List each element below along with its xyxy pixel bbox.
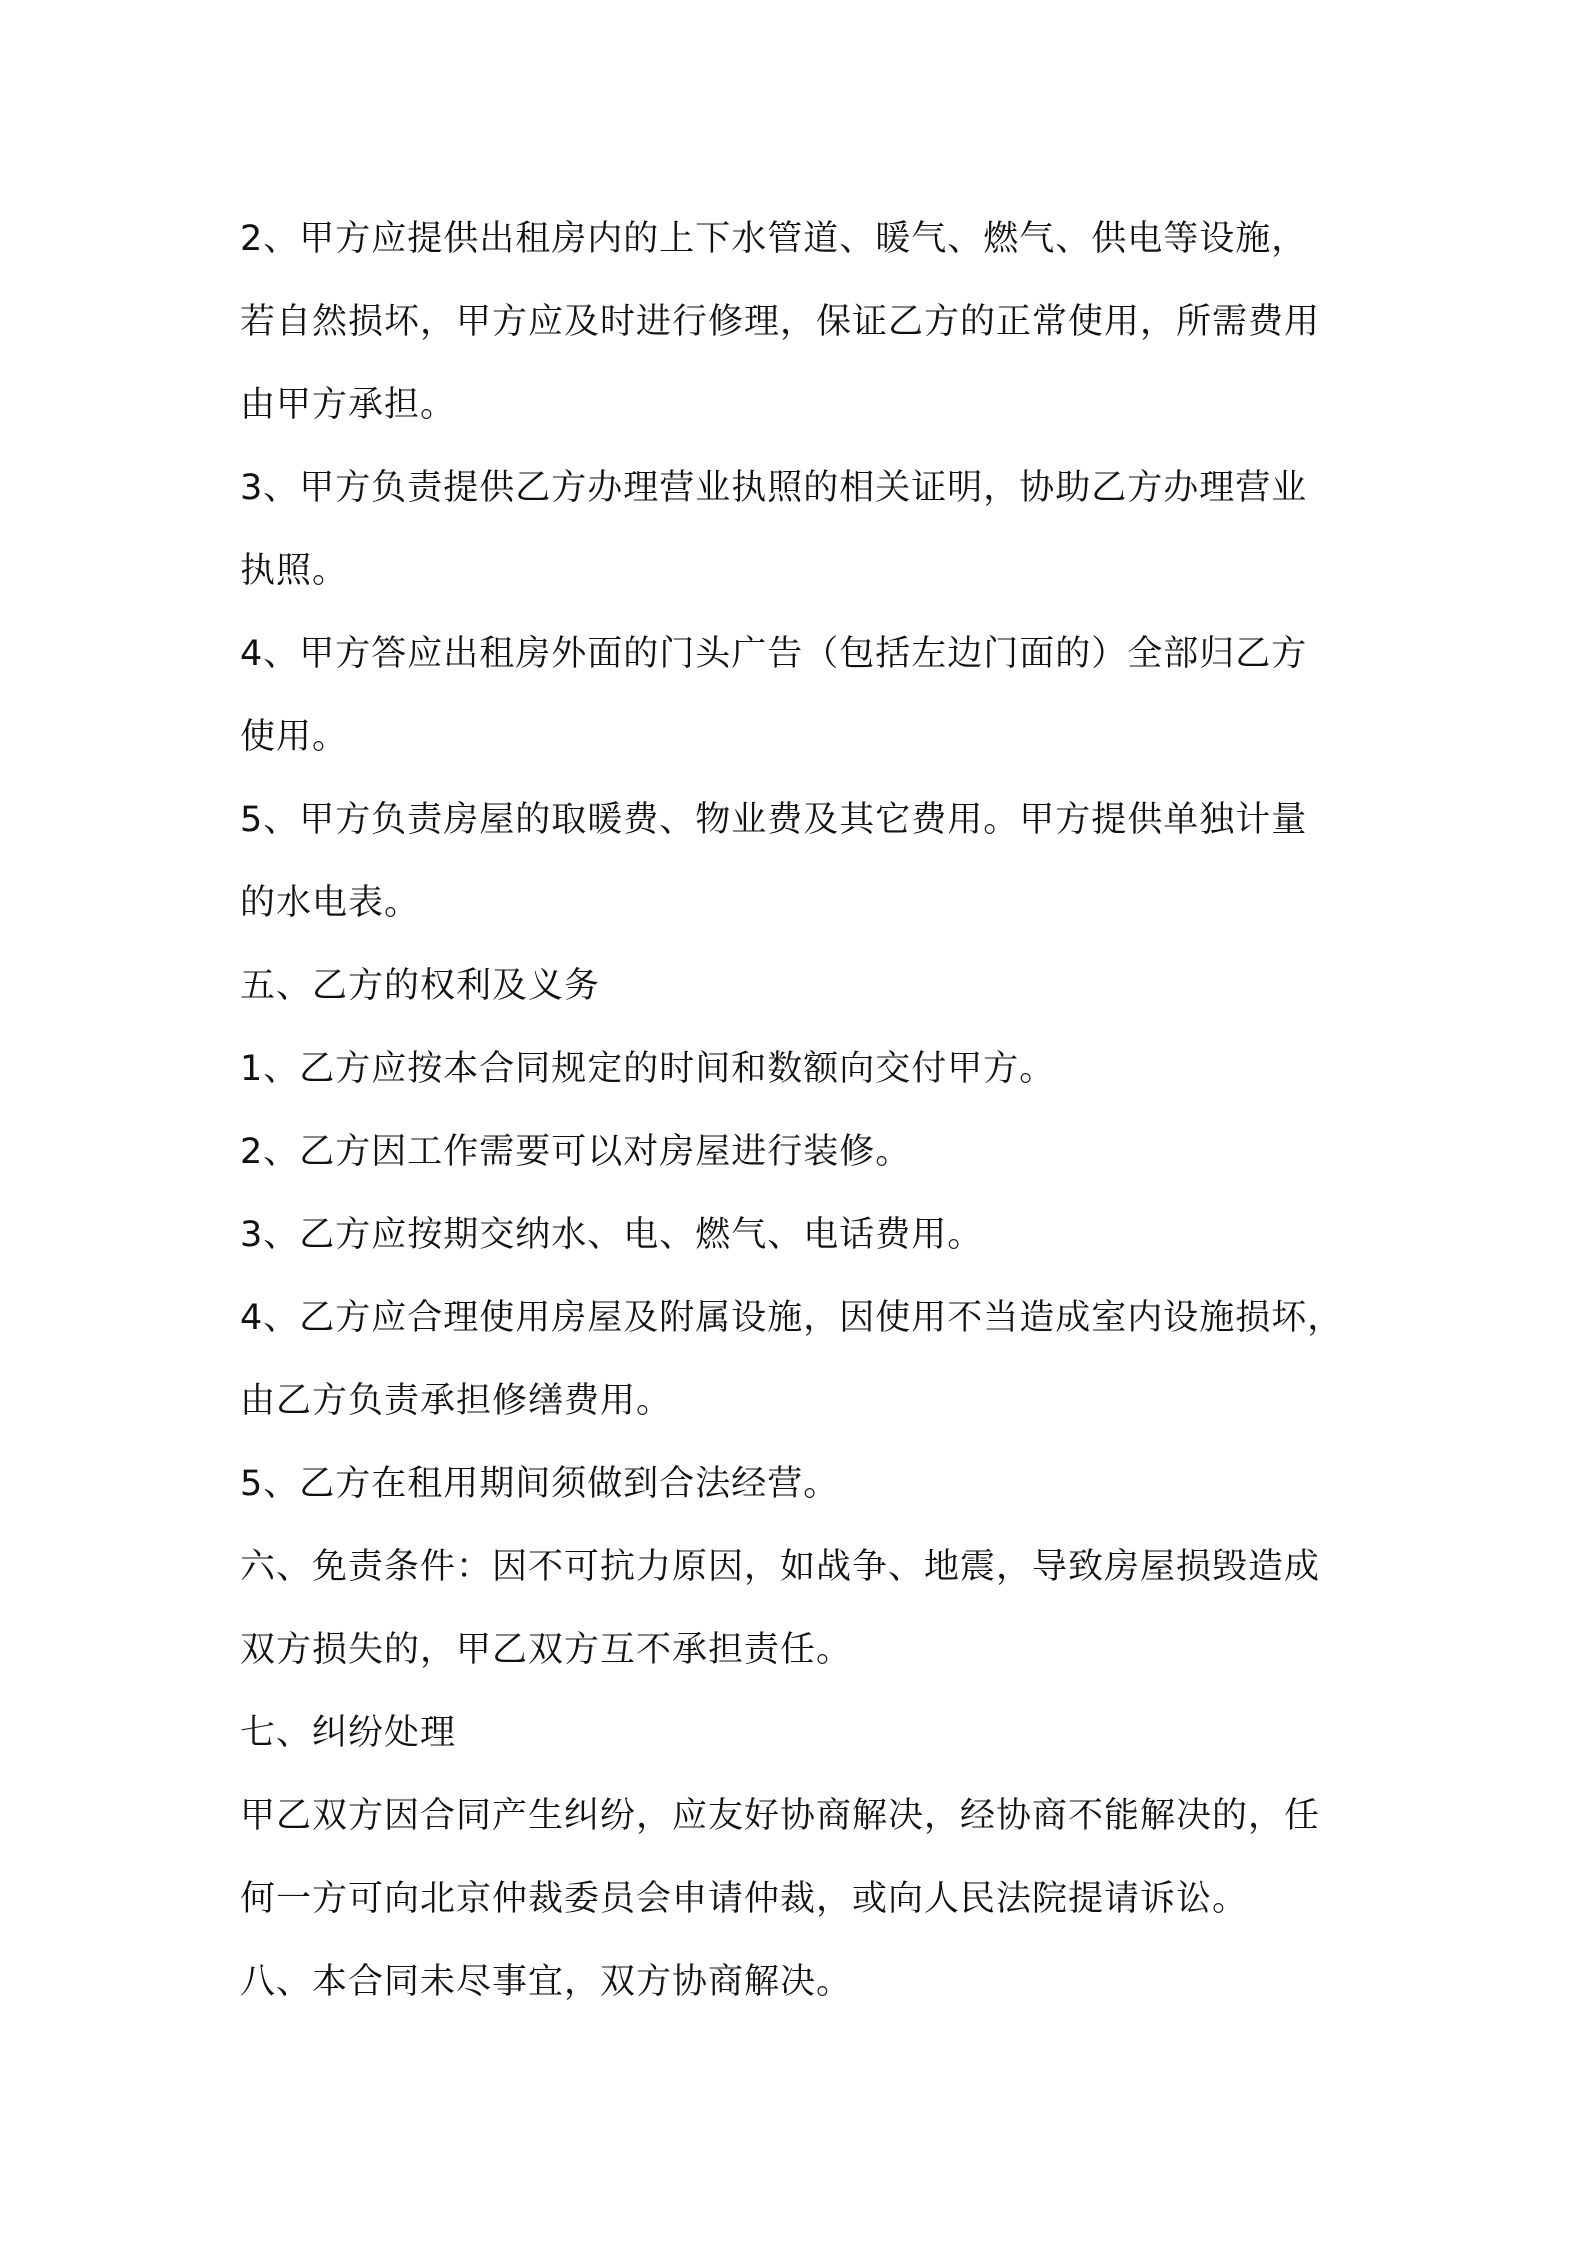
text-line: 3、甲方负责提供乙方办理营业执照的相关证明，协助乙方办理营业 <box>240 468 1308 508</box>
text-line: 1、乙方应按本合同规定的时间和数额向交付甲方。 <box>240 1049 1056 1089</box>
text-line: 的水电表。 <box>240 883 421 923</box>
section-heading: 五、乙方的权利及义务 <box>240 966 601 1006</box>
text-line: 2、乙方因工作需要可以对房屋进行装修。 <box>240 1132 912 1172</box>
text-line: 使用。 <box>240 717 349 757</box>
text-line: 3、乙方应按期交纳水、电、燃气、电话费用。 <box>240 1215 984 1255</box>
text-line: 4、甲方答应出租房外面的门头广告（包括左边门面的）全部归乙方 <box>240 634 1308 674</box>
text-line: 何一方可向北京仲裁委员会申请仲裁，或向人民法院提请诉讼。 <box>240 1879 1249 1919</box>
text-line: 双方损失的，甲乙双方互不承担责任。 <box>240 1630 853 1670</box>
text-line: 由乙方负责承担修缮费用。 <box>240 1381 673 1421</box>
text-line: 4、乙方应合理使用房屋及附属设施，因使用不当造成室内设施损坏， <box>240 1298 1344 1338</box>
document-body <box>240 198 1370 2024</box>
text-line: 5、乙方在租用期间须做到合法经营。 <box>240 1464 840 1504</box>
text-line: 由甲方承担。 <box>240 385 457 425</box>
section-heading: 八、本合同未尽事宜，双方协商解决。 <box>240 1962 853 2002</box>
text-line: 若自然损坏，甲方应及时进行修理，保证乙方的正常使用，所需费用 <box>240 302 1321 342</box>
text-line: 甲乙双方因合同产生纠纷，应友好协商解决，经协商不能解决的，任 <box>240 1796 1321 1836</box>
text-line: 执照。 <box>240 551 349 591</box>
section-heading: 七、纠纷处理 <box>240 1713 457 1753</box>
section-heading: 六、免责条件：因不可抗力原因，如战争、地震，导致房屋损毁造成 <box>240 1547 1321 1587</box>
text-line: 5、甲方负责房屋的取暖费、物业费及其它费用。甲方提供单独计量 <box>240 800 1308 840</box>
text-line: 2、甲方应提供出租房内的上下水管道、暖气、燃气、供电等设施， <box>240 219 1308 259</box>
